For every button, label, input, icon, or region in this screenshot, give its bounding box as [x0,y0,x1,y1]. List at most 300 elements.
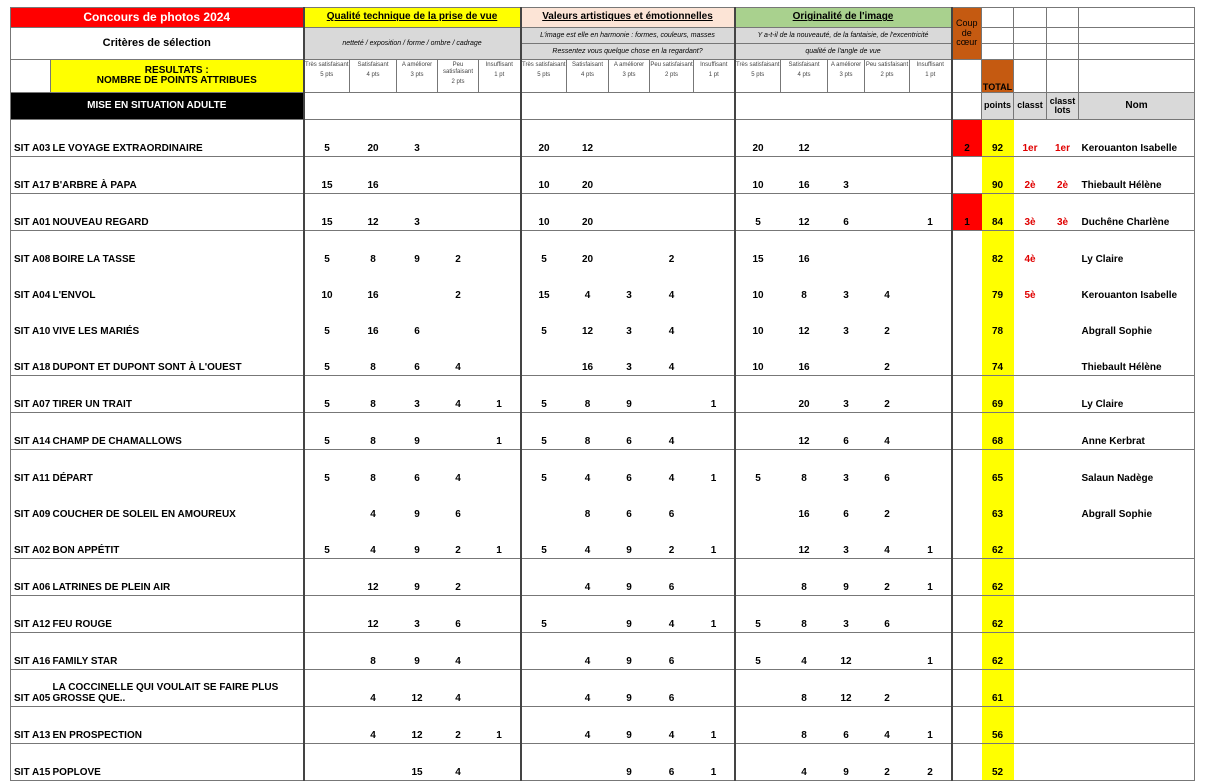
coup-de-coeur-cell [952,707,982,744]
classt-lots-cell: 2è [1047,157,1079,194]
score-cell: 2 [865,339,910,376]
classt-lots-cell [1047,486,1079,522]
score-cell: 8 [350,339,397,376]
score-cell: 4 [650,707,694,744]
score-cell: 4 [438,633,479,670]
score-cell: 3 [843,325,849,337]
rating-label [479,60,521,93]
photo-code: SIT A13 [11,707,51,744]
score-cell [479,744,521,781]
rating-label-text: Peu satisfaisant [442,62,473,75]
author-name [1079,559,1195,596]
rating-label [650,60,694,93]
author-name: Salaun Nadège [1079,450,1195,487]
coup-de-coeur-cell [952,339,982,376]
classt-lots-cell [1047,744,1079,781]
score-cell: 12 [397,670,438,707]
score-cell [650,194,694,231]
photo-title: FEU ROUGE [51,596,304,633]
rating-label-text: Très satisfaisant [305,62,349,68]
score-cell: 9 [397,413,438,450]
photo-title: POPLOVE [51,744,304,781]
photo-code: SIT A08 [11,231,51,268]
score-cell [735,670,781,707]
score-cell: 6 [650,744,694,781]
score-cell: 3 [626,289,632,301]
author-name [1079,707,1195,744]
empty-cell [1079,8,1195,28]
table-row [11,231,1195,268]
points-cell: 52 [982,744,1014,781]
coup-de-coeur-header: Coup de cœur [952,8,982,60]
rating-label-text: Insuffisant [916,62,944,68]
score-cell: 20 [781,376,828,413]
photo-title: CHAMP DE CHAMALLOWS [51,413,304,450]
photo-title: DÉPART [52,472,93,484]
score-cell: 1 [910,559,952,596]
points-cell: 65 [982,450,1014,487]
score-cell: 2 [438,522,479,559]
score-cell: 1 [479,376,521,413]
score-cell: 5 [521,596,567,633]
score-cell [694,267,735,303]
author-name: Ly Claire [1079,231,1195,268]
score-cell: 6 [626,508,632,520]
coup-de-coeur-cell [952,450,982,487]
rating-label [735,60,781,93]
empty-cell [11,60,51,93]
score-cell: 4 [584,472,591,484]
score-cell: 5 [521,303,567,339]
score-cell: 3 [843,289,849,301]
score-cell: 3 [397,120,438,157]
results-line-2: NOMBRE DE POINTS ATTRIBUES [96,75,257,86]
score-cell: 16 [798,508,810,520]
score-cell [304,633,350,670]
photo-title: B'ARBRE À PAPA [51,157,304,194]
score-cell [735,559,781,596]
score-cell [694,486,735,522]
photo-code: SIT A06 [11,559,51,596]
score-cell: 8 [801,472,807,484]
photo-code: SIT A10 [11,303,51,339]
score-cell: 4 [567,670,609,707]
photo-code: SIT A01 [11,194,51,231]
classt-cell [1014,596,1047,633]
score-cell [479,157,521,194]
score-cell: 9 [609,522,650,559]
score-cell: 8 [801,289,807,301]
photo-title: VIVE LES MARIÉS [52,325,140,337]
author-name: Ly Claire [1079,376,1195,413]
score-cell: 10 [735,303,781,339]
score-cell: 16 [781,339,828,376]
photo-title: LA COCCINELLE QUI VOULAIT SE FAIRE PLUS GROSSE QUE.. [51,670,304,707]
score-cell: 16 [567,339,609,376]
empty-cell [982,8,1014,28]
score-cell: 10 [735,267,781,303]
score-cell: 12 [350,596,397,633]
score-cell: 12 [567,120,609,157]
score-cell: 10 [521,157,567,194]
author-name [1079,670,1195,707]
score-cell: 2 [865,744,910,781]
score-cell: 8 [567,413,609,450]
table-row [11,596,1195,633]
classt-cell [1014,450,1047,487]
rating-points-text: 1 pt [925,71,936,78]
score-cell: 8 [781,707,828,744]
score-cell [479,194,521,231]
score-cell [865,120,910,157]
score-cell [910,303,952,339]
score-cell [735,486,781,522]
author-name: Thiebault Hélène [1079,157,1195,194]
score-cell: 9 [609,670,650,707]
score-cell: 8 [350,633,397,670]
score-cell [304,744,350,781]
score-cell: 3 [843,472,849,484]
classt-cell [1014,413,1047,450]
score-cell: 6 [455,508,461,520]
empty-cell [1079,60,1195,93]
table-row [11,670,1195,707]
points-cell: 90 [982,157,1014,194]
score-cell [694,670,735,707]
score-cell: 2 [910,744,952,781]
score-cell: 8 [567,376,609,413]
table-row [11,633,1195,670]
score-cell: 5 [735,596,781,633]
empty-cell [1014,28,1047,44]
score-cell: 3 [828,376,865,413]
score-cell: 5 [521,376,567,413]
score-cell: 6 [626,472,632,484]
score-cell: 9 [414,253,420,265]
rating-label-text: Insuffisant [485,62,513,68]
photo-title: DUPONT ET DUPONT SONT À L'OUEST [51,339,304,376]
criteria-label: Critères de sélection [11,28,304,60]
score-cell: 15 [304,194,350,231]
score-cell: 2 [884,325,890,337]
rating-points-text: 2 pts [451,78,465,85]
score-cell: 6 [414,472,420,484]
rating-label-text: A améliorer [830,62,862,68]
total-header: TOTAL [982,60,1014,93]
rating-points-text: 2 pts [880,71,894,78]
score-cell [521,486,567,522]
score-cell [438,120,479,157]
group-desc-originalite-2: qualité de l'angle de vue [735,44,952,60]
classt-cell [1014,303,1047,339]
score-cell [438,194,479,231]
score-cell: 2 [865,376,910,413]
empty-cell [1047,8,1079,28]
photo-code: SIT A17 [11,157,51,194]
coup-de-coeur-cell [952,303,982,339]
photo-code: SIT A11 [11,450,51,487]
score-cell: 8 [350,413,397,450]
score-cell [694,157,735,194]
empty-cell [982,44,1014,60]
table-row [11,194,1195,231]
score-cell [521,339,567,376]
classt-cell: 2è [1014,157,1047,194]
photo-title: BON APPÉTIT [51,522,304,559]
score-cell [694,633,735,670]
author-name [1079,596,1195,633]
score-cell: 16 [367,325,379,337]
score-cell: 8 [370,472,376,484]
score-cell: 1 [910,194,952,231]
empty-cell [304,93,521,120]
coup-de-coeur-cell [952,522,982,559]
empty-cell [1047,44,1079,60]
score-cell: 16 [781,157,828,194]
score-cell [438,157,479,194]
classt-cell [1014,339,1047,376]
classt-lots-cell [1047,522,1079,559]
score-cell [567,596,609,633]
score-cell: 5 [304,450,350,487]
score-cell [479,231,521,268]
group-title-artistique: Valeurs artistiques et émotionnelles [521,8,735,28]
author-name [1079,744,1195,781]
score-cell: 6 [609,413,650,450]
photo-code: SIT A07 [11,376,51,413]
score-cell: 1 [710,472,717,484]
rating-label [865,60,910,93]
score-cell: 3 [397,376,438,413]
score-cell: 4 [567,559,609,596]
photo-title: BOIRE LA TASSE [52,253,136,265]
score-cell [567,744,609,781]
score-cell [735,376,781,413]
score-cell [910,339,952,376]
score-cell [865,157,910,194]
classt-lots-cell [1047,339,1079,376]
score-cell: 9 [609,633,650,670]
group-desc-artistique-1: L'image est elle en harmonie : formes, couleurs, masses [521,28,735,44]
classt-cell [1014,670,1047,707]
rating-label-text: A améliorer [401,62,433,68]
rating-label [397,60,438,93]
score-cell: 6 [650,559,694,596]
classt-cell: 4è [1024,253,1036,265]
score-cell: 5 [304,120,350,157]
empty-cell [735,93,952,120]
score-cell: 12 [781,522,828,559]
table-row [11,522,1195,559]
score-cell: 6 [650,633,694,670]
photo-title: COUCHER DE SOLEIL EN AMOUREUX [52,508,236,520]
score-cell: 1 [910,707,952,744]
score-cell: 4 [865,707,910,744]
score-cell: 2 [650,522,694,559]
score-cell: 3 [626,325,632,337]
score-cell [479,450,521,487]
score-cell [735,413,781,450]
section-header: MISE EN SITUATION ADULTE [11,93,304,120]
score-cell: 8 [370,253,376,265]
score-cell: 6 [828,194,865,231]
score-cell: 4 [650,596,694,633]
score-cell: 6 [828,413,865,450]
score-cell: 8 [584,508,591,520]
score-cell [479,339,521,376]
points-cell: 63 [982,486,1014,522]
score-cell [694,194,735,231]
author-name: Thiebault Hélène [1079,339,1195,376]
score-cell: 12 [798,325,810,337]
score-cell: 5 [521,450,567,487]
score-cell: 4 [668,472,675,484]
score-cell: 20 [567,157,609,194]
rating-label-text: Peu satisfaisant [865,62,909,68]
points-cell: 84 [982,194,1014,231]
empty-cell [982,28,1014,44]
score-cell [521,707,567,744]
score-cell: 4 [781,633,828,670]
classt-lots-cell: 1er [1047,120,1079,157]
score-cell: 16 [798,253,810,265]
score-cell [479,303,521,339]
score-cell: 3 [397,596,438,633]
coup-de-coeur-cell [952,157,982,194]
score-cell [650,376,694,413]
coup-de-coeur-cell [952,596,982,633]
table-row [11,744,1195,781]
score-cell [479,596,521,633]
coup-de-coeur-cell [952,633,982,670]
score-cell [865,231,910,268]
author-name: Abgrall Sophie [1079,303,1195,339]
group-desc-technique: netteté / exposition / forme / ombre / cadrage [304,28,521,60]
classt-lots-cell [1047,376,1079,413]
rating-label [521,60,567,93]
rating-label [910,60,952,93]
coup-de-coeur-cell [952,231,982,268]
score-cell: 20 [350,120,397,157]
score-cell: 9 [609,376,650,413]
score-cell: 4 [350,707,397,744]
classt-cell: 5è [1024,289,1036,301]
score-cell [304,707,350,744]
score-cell: 2 [865,559,910,596]
score-cell: 8 [781,596,828,633]
rating-label-text: Très satisfaisant [736,62,780,68]
score-cell: 15 [397,744,438,781]
classt-column-header: classt [1014,93,1047,120]
score-cell: 12 [350,194,397,231]
score-cell: 4 [438,339,479,376]
score-cell [521,670,567,707]
score-cell: 2 [455,253,461,265]
score-cell [609,120,650,157]
photo-code: SIT A18 [11,339,51,376]
score-cell: 4 [865,413,910,450]
score-cell: 3 [609,339,650,376]
empty-cell [952,93,982,120]
score-cell: 12 [350,559,397,596]
score-cell: 12 [581,325,594,337]
score-cell: 12 [828,633,865,670]
rating-points-text: 1 pt [494,71,505,78]
score-cell [910,596,952,633]
score-cell: 4 [350,522,397,559]
score-cell: 20 [567,194,609,231]
score-cell: 5 [735,633,781,670]
table-row [11,413,1195,450]
classt-lots-cell [1047,267,1079,303]
points-column-header: points [982,93,1014,120]
score-cell: 4 [584,289,591,301]
score-cell: 1 [694,596,735,633]
score-cell: 6 [884,472,890,484]
score-cell: 5 [521,413,567,450]
score-cell: 10 [735,339,781,376]
score-cell [479,120,521,157]
score-cell [828,120,865,157]
score-cell: 3 [397,194,438,231]
group-title-technique: Qualité technique de la prise de vue [304,8,521,28]
score-sheet [10,7,1195,781]
coup-de-coeur-cell [952,670,982,707]
score-cell: 4 [668,289,675,301]
points-cell: 62 [982,559,1014,596]
score-cell [304,486,350,522]
score-cell: 9 [397,559,438,596]
rating-label [609,60,650,93]
coup-de-coeur-cell: 2 [952,120,982,157]
score-cell: 9 [828,559,865,596]
score-cell: 5 [735,194,781,231]
score-cell: 2 [455,289,461,301]
score-cell: 12 [781,194,828,231]
score-cell: 4 [865,522,910,559]
rating-points-text: 5 pts [320,71,334,78]
classt-lots-cell [1047,450,1079,487]
score-cell: 10 [521,194,567,231]
score-cell: 20 [735,120,781,157]
score-cell: 1 [910,522,952,559]
score-cell: 5 [304,413,350,450]
score-cell: 1 [694,376,735,413]
table-row [11,707,1195,744]
score-cell [910,157,952,194]
score-cell [694,413,735,450]
photo-code: SIT A03 [11,120,51,157]
score-cell: 15 [735,231,781,268]
score-cell: 6 [397,339,438,376]
score-cell: 1 [479,413,521,450]
score-cell: 6 [414,325,420,337]
score-cell: 4 [650,413,694,450]
nom-column-header: Nom [1079,93,1195,120]
table-row [11,267,1195,303]
score-cell: 2 [668,253,675,265]
rating-points-text: 4 pts [797,71,811,78]
score-cell: 16 [367,289,379,301]
score-cell [910,120,952,157]
score-cell: 1 [479,522,521,559]
score-cell [479,633,521,670]
empty-cell [952,60,982,93]
score-cell: 5 [304,303,350,339]
classt-lots-cell [1047,633,1079,670]
score-cell: 9 [609,744,650,781]
photo-code: SIT A05 [11,670,51,707]
